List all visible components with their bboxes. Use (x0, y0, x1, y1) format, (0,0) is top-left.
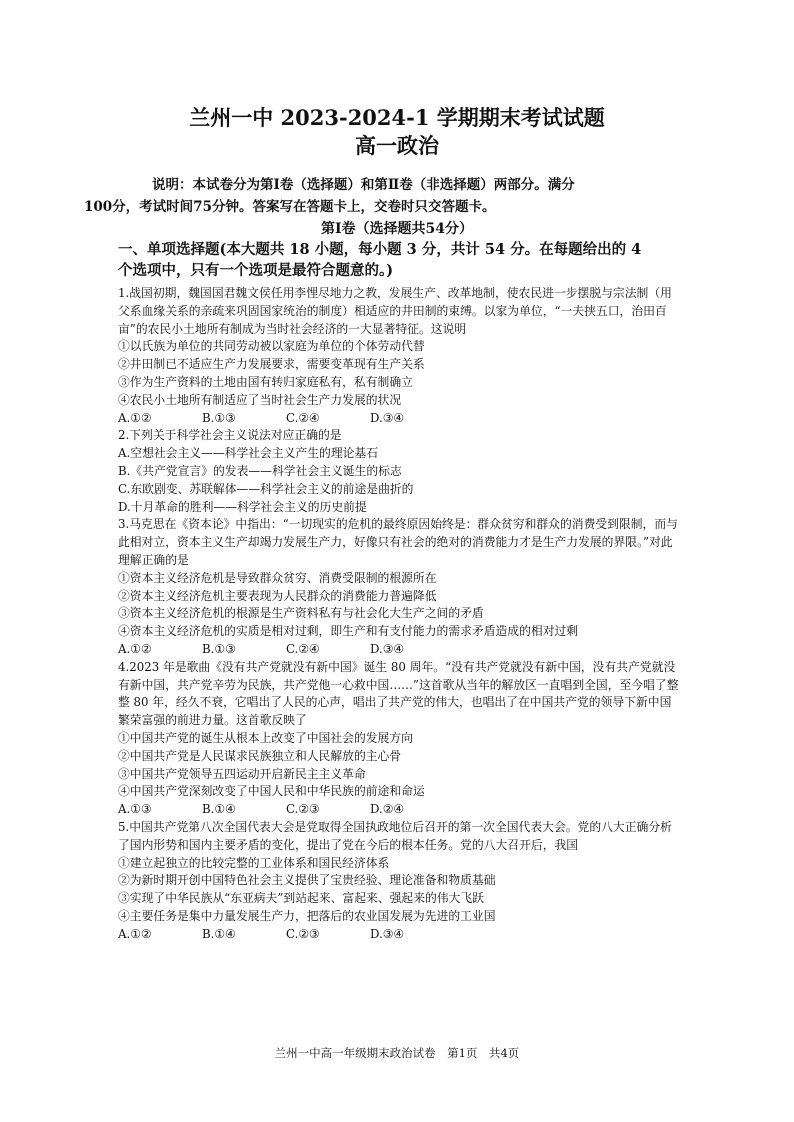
choice-d: D.③④ (370, 926, 404, 941)
answer-choices (118, 641, 680, 659)
question-stem: 5.中国共产党第八次全国代表大会是党取得全国执政地位后召开的第一次全国代表大会。党的八大正确分析了国内形势和国内主要矛盾的变化，提出了党在今后的根本任务。党的八大召开后，我国 (118, 819, 672, 852)
question-stem: 1.战国初期，魏国国君魏文侯任用李悝尽地力之教，发展生产、改革地制，使农民进一步摆脱与宗法制（用父系血缘关系的亲疏来巩固国家统治的制度）相适应的井田制的束缚。以家为单位，“一夫挟五口，治田百亩”的农民小土地所有制成为当时社会经济的一大显著特征。这说明 (118, 286, 672, 336)
answer-choices (118, 410, 680, 428)
choice-d: D.②④ (370, 802, 404, 817)
choice-b: B.①④ (202, 926, 236, 941)
question-option: A.空想社会主义——科学社会主义产生的理论基石 (118, 446, 379, 461)
question-4 (118, 659, 680, 819)
choice-d: D.③④ (370, 410, 404, 425)
question-3 (118, 516, 680, 658)
answer-choices (118, 801, 680, 819)
question-option: D.十月革命的胜利——科学社会主义的历史前提 (118, 499, 367, 514)
page-footer: 兰州一中高一年级期末政治试卷 第1页 共4页 (274, 1046, 520, 1060)
choice-c: C.②③ (286, 802, 320, 817)
choice-c: C.②④ (286, 641, 320, 656)
question-stem: 3.马克思在《资本论》中指出：“一切现实的危机的最终原因始终是：群众贫穷和群众的消费受到限制，而与此相对立，资本主义生产却竭力发展生产力，好像只有社会的绝对的消费能力才是生产力发展的界限。”对此理解正确的是 (118, 517, 678, 567)
question-option: ③实现了中华民族从“东亚病夫”到站起来、富起来、强起来的伟大飞跃 (118, 891, 484, 906)
choice-d: D.③④ (370, 641, 404, 656)
question-option: ④主要任务是集中力量发展生产力，把落后的农业国发展为先进的工业国 (118, 908, 496, 923)
question-option: ②井田制已不适应生产力发展要求，需要变革现有生产关系 (118, 357, 425, 372)
instructions-line2: 100分，考试时间75分钟。答案写在答题卡上，交卷时只交答题卡。 (84, 199, 496, 215)
choice-c: C.②③ (286, 926, 320, 941)
question-option: ④资本主义经济危机的实质是相对过剩，即生产和有支付能力的需求矛盾造成的相对过剩 (118, 624, 579, 639)
question-stem: 4.2023 年是歌曲《没有共产党就没有新中国》诞生 80 周年。“没有共产党就没有新中国，没有共产党就没有新中国，共产党辛劳为民族，共产党他一心救中国……”这首歌从当年的解放区一直唱到全国，至今唱了整整 80 年，经久不衰，它唱出了人民的心声，唱出了共产党的伟大，也唱出了在中国共产党的领导下新中国繁荣富强的前进力量。这首歌反映了 (118, 659, 679, 728)
question-option: ③作为生产资料的土地由国有转归家庭私有，私有制确立 (118, 374, 413, 389)
question-stem: 2.下列关于科学社会主义说法对应正确的是 (118, 428, 342, 443)
instructions-line1: 说明：本试卷分为第Ⅰ卷（选择题）和第Ⅱ卷（非选择题）两部分。满分 (152, 177, 575, 193)
question-option: ④农民小土地所有制适应了当时社会生产力发展的状况 (118, 392, 402, 407)
question-option: ④中国共产党深刻改变了中国人民和中华民族的前途和命运 (118, 784, 425, 799)
exam-title: 兰州一中 2023-2024-1 学期期末考试试题 (189, 105, 605, 130)
choice-b: B.①③ (202, 641, 236, 656)
question-option: ②为新时期开创中国特色社会主义提供了宝贵经验、理论准备和物质基础 (118, 873, 496, 888)
section1-line2: 个选项中，只有一个选项是最符合题意的。) (118, 262, 394, 279)
choice-a: A.①② (118, 641, 152, 656)
choice-c: C.②④ (286, 410, 320, 425)
question-option: B.《共产党宣言》的发表——科学社会主义诞生的标志 (118, 463, 402, 478)
question-option: ②中国共产党是人民谋求民族独立和人民解放的主心骨 (118, 748, 402, 763)
question-option: ③中国共产党领导五四运动开启新民主主义革命 (118, 766, 366, 781)
question-option: ①中国共产党的诞生从根本上改变了中国社会的发展方向 (118, 730, 413, 745)
question-option: ①建立起独立的比较完整的工业体系和国民经济体系 (118, 855, 390, 870)
question-option: ①以氏族为单位的共同劳动被以家庭为单位的个体劳动代替 (118, 339, 425, 354)
exam-subject: 高一政治 (355, 133, 439, 158)
choice-a: A.①② (118, 410, 152, 425)
question-option: ②资本主义经济危机主要表现为人民群众的消费能力普遍降低 (118, 588, 437, 603)
instructions (84, 174, 678, 218)
question-option: ①资本主义经济危机是导致群众贫穷、消费受限制的根源所在 (118, 570, 437, 585)
choice-b: B.①④ (202, 802, 236, 817)
answer-choices (118, 926, 680, 944)
choice-a: A.①② (118, 926, 152, 941)
question-option: ③资本主义经济危机的根源是生产资料私有与社会化大生产之间的矛盾 (118, 606, 484, 621)
section1-line1: 一、单项选择题(本大题共 18 小题，每小题 3 分，共计 54 分。在每题给出的 4 (118, 241, 642, 258)
question-2 (118, 427, 680, 516)
questions (118, 285, 680, 943)
part1-title: 第Ⅰ卷（选择题共54分） (320, 221, 474, 237)
choice-b: B.①③ (202, 410, 236, 425)
question-option: C.东欧剧变、苏联解体——科学社会主义的前途是曲折的 (118, 481, 414, 496)
question-5 (118, 819, 680, 944)
section1-heading (118, 239, 678, 281)
choice-a: A.①③ (118, 802, 152, 817)
question-1 (118, 285, 680, 427)
